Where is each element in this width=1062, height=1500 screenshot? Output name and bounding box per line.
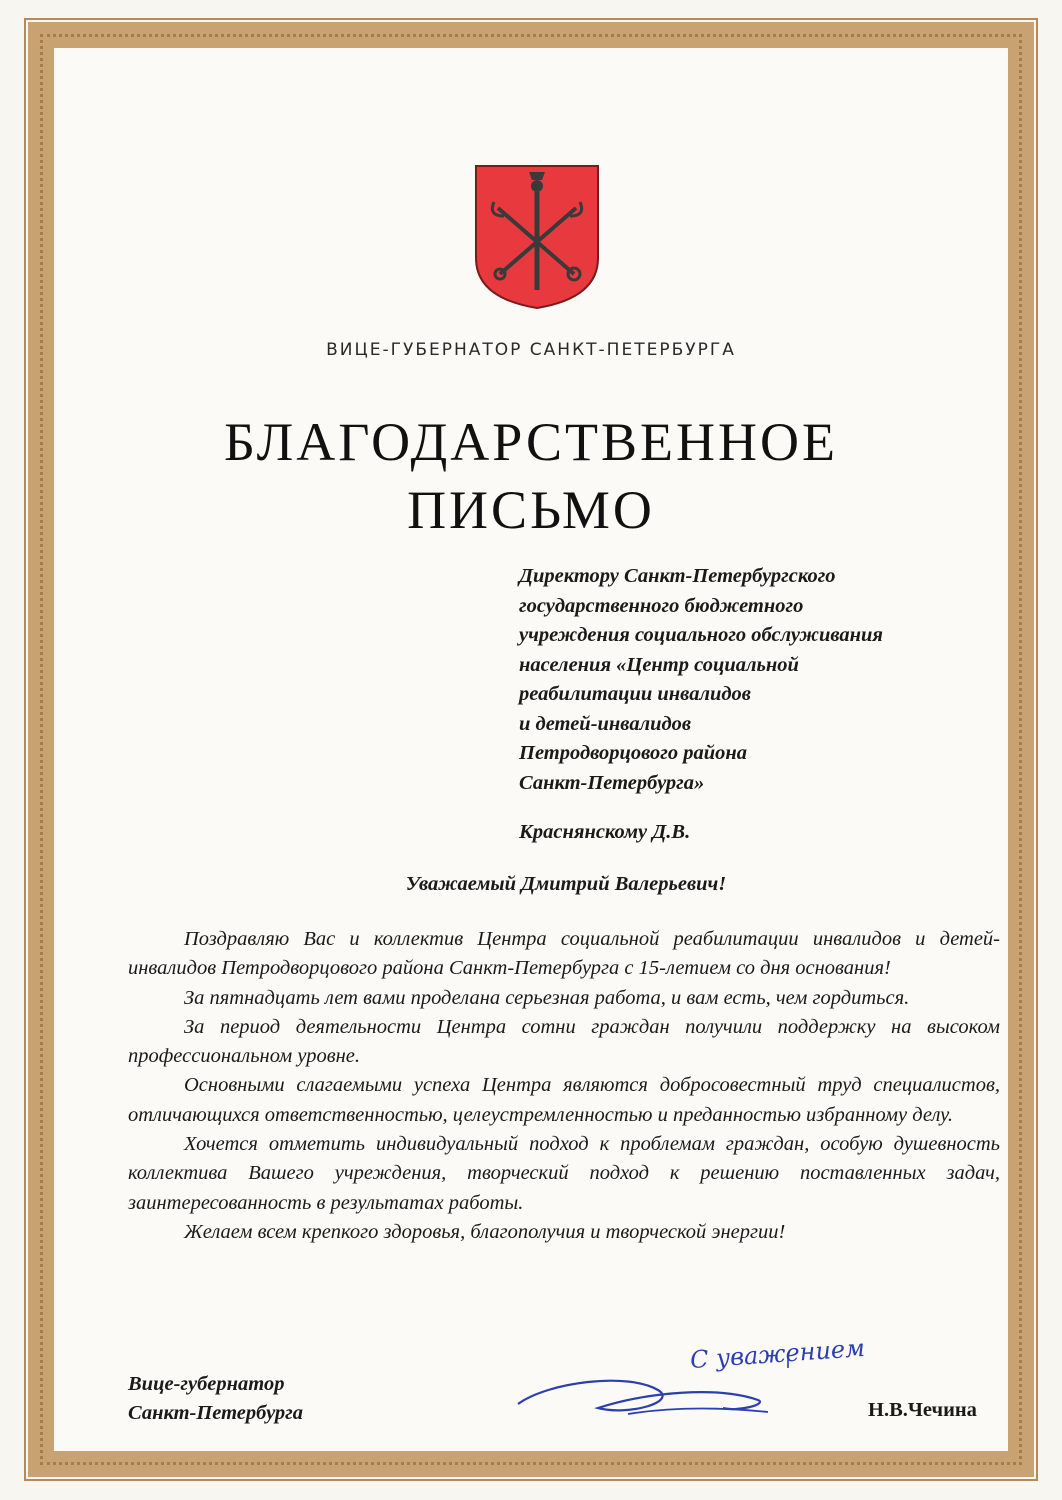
signer-name: Н.В.Чечина <box>868 1399 977 1421</box>
addressee-line: Санкт-Петербурга» <box>519 771 705 794</box>
salutation: Уважаемый Дмитрий Валерьевич! <box>405 873 727 895</box>
addressee-line: Петродворцового района <box>519 742 748 764</box>
signer-title <box>128 1370 303 1428</box>
body-paragraph: Хочется отметить индивидуальный подход к проблемам граждан, особую душевность коллектива Вашего учреждения, творческий подход к решению поставленных задач, заинтересованность в результатах работы. <box>128 1133 1000 1214</box>
saint-petersburg-coat-of-arms-icon <box>472 162 602 310</box>
document-title-line1: БЛАГОДАРСТВЕННОЕ <box>224 412 838 472</box>
addressee-line: Директору Санкт-Петербургского <box>519 565 836 587</box>
letter-body <box>128 925 1000 1247</box>
addressee-line: учреждения социального обслуживания <box>519 624 883 646</box>
addressee-line: государственного бюджетного <box>519 594 804 617</box>
body-paragraph: За пятнадцать лет вами проделана серьезная работа, и вам есть, чем гордиться. <box>184 986 910 1009</box>
document-title-line2: ПИСЬМО <box>407 480 655 540</box>
signer-title-line1: Вице-губернатор <box>128 1373 285 1395</box>
issuer-title: ВИЦЕ-ГУБЕРНАТОР САНКТ-ПЕТЕРБУРГА <box>326 340 736 360</box>
body-paragraph: Основными слагаемыми успеха Центра являются добросовестный труд специалистов, отличающихся ответственностью, целеустремленностью и преданностью избранному делу. <box>128 1074 1000 1126</box>
signer-title-line2: Санкт-Петербурга <box>128 1402 303 1424</box>
addressee-block <box>519 562 989 798</box>
document-title <box>0 408 1062 544</box>
recipient-name: Краснянскому Д.В. <box>519 821 691 843</box>
body-paragraph: За период деятельности Центра сотни граждан получили поддержку на высоком профессиональном уровне. <box>128 1015 1000 1068</box>
addressee-line: реабилитации инвалидов <box>519 683 751 705</box>
addressee-line: и детей-инвалидов <box>519 712 692 735</box>
body-paragraph: Поздравляю Вас и коллектив Центра социальной реабилитации инвалидов и детей-инвалидов Петродворцового района Санкт-Петербурга с 15-летием со дня основания! <box>128 928 1000 980</box>
body-paragraph: Желаем всем крепкого здоровья, благополучия и творческой энергии! <box>184 1220 786 1243</box>
handwritten-regards: С уважением <box>689 1333 866 1375</box>
addressee-line: населения «Центр социальной <box>519 653 799 676</box>
